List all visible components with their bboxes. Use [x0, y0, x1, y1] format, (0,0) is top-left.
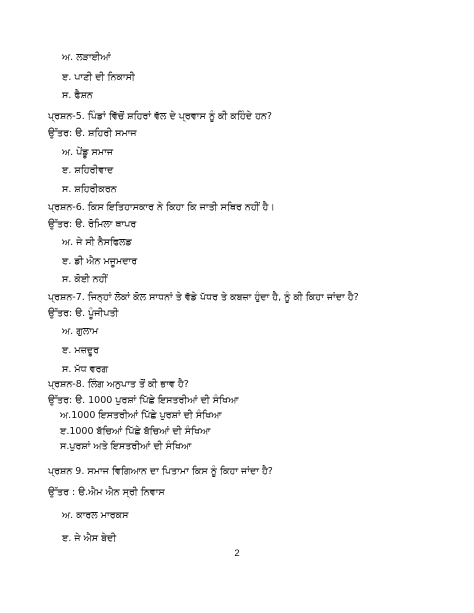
option-line: ਅ.1000 ਇਸਤਰੀਆਂ ਪਿੱਛੇ ਪੁਰਸ਼ਾਂ ਦੀ ਸੰਖਿਆ: [60, 410, 222, 421]
option-line: ਸ. ਫੈਸ਼ਨ: [62, 90, 93, 101]
option-line: ਅ. ਗੁਲਾਮ: [62, 326, 99, 337]
option-line: ੲ.1000 ਬੱਚਿਆਂ ਪਿੱਛੇ ਬੱਚਿਆਂ ਦੀ ਸੰਖਿਆ: [60, 426, 211, 437]
option-line: ਸ. ਸ਼ਹਿਰੀਕਰਨ: [62, 184, 117, 195]
question-6: ਪ੍ਰਸ਼ਨ-6. ਕਿਸ ਇਤਿਹਾਸਕਾਰ ਨੇ ਕਿਹਾ ਕਿ ਜਾਤੀ ਸਥਿਰ ਨਹੀਂ ਹੈ।: [48, 202, 275, 213]
option-line: ਅ. ਜੇ ਸੀ ਨੈਸਫਿਲਡ: [62, 237, 132, 248]
option-line: ਅ. ਕਾਰਲ ਮਾਰਕਸ: [62, 510, 129, 521]
answer-line: ਉੱਤਰ: ੳ. ਰੋਮਿਲਾ ਥਾਪਰ: [48, 219, 137, 230]
option-line: ੲ. ਡੀ ਐਨ ਮਜੂਮਦਾਰ: [62, 256, 138, 267]
option-line: ਅ. ਲੜਾਈਆਂ: [62, 52, 111, 63]
option-line: ੲ. ਸ਼ਹਿਰੀਵਾਦ: [62, 165, 114, 176]
answer-line: ਉੱਤਰ: ੳ. ਪੂੰਜੀਪਤੀ: [48, 308, 119, 319]
option-line: ਸ. ਮੱਧ ਵਰਗ: [62, 364, 109, 375]
answer-line: ਉੱਤਰ: ੳ. 1000 ਪੁਰਸ਼ਾਂ ਪਿੱਛੇ ਇਸਤਰੀਆਂ ਦੀ ਸੰਖਿਆ: [48, 395, 239, 406]
question-9: ਪ੍ਰਸ਼ਨ 9. ਸਮਾਜ ਵਿਗਿਆਨ ਦਾ ਪਿਤਾਮਾ ਕਿਸ ਨੂੰ ਕਿਹਾ ਜਾਂਦਾ ਹੈ?: [48, 466, 273, 477]
question-8: ਪ੍ਰਸ਼ਨ-8. ਲਿੰਗ ਅਨੁਪਾਤ ਤੋਂ ਕੀ ਭਾਵ ਹੈ?: [48, 379, 189, 390]
page-number: 2: [234, 548, 240, 559]
question-5: ਪ੍ਰਸ਼ਨ-5. ਪਿੰਡਾਂ ਵਿੱਚੋਂ ਸ਼ਹਿਰਾਂ ਵੱਲ ਦੇ ਪ੍ਰਵਾਸ ਨੂੰ ਕੀ ਕਹਿੰਦੇ ਹਨ?: [48, 111, 272, 122]
option-line: ਸ.ਪੁਰਸ਼ਾਂ ਅਤੇ ਇਸਤਰੀਆਂ ਦੀ ਸੰਖਿਆ: [60, 441, 192, 452]
option-line: ੲ. ਮਜ਼ਦੂਰ: [62, 345, 99, 356]
answer-line: ਉੱਤਰ : ੳ.ਐਮ ਐਨ ਸ੍ਰੀ ਨਿਵਾਸ: [48, 487, 165, 498]
answer-line: ਉੱਤਰ: ੳ. ਸ਼ਹਿਰੀ ਸਮਾਜ: [48, 128, 137, 139]
option-line: ੲ. ਜੇ ਐਸ ਬੇਦੀ: [62, 533, 117, 544]
question-7: ਪ੍ਰਸ਼ਨ-7. ਜਿਨ੍ਹਾਂ ਲੋਕਾਂ ਕੋਲ ਸਾਧਨਾਂ ਤੇ ਵੱਡੇ ਪੱਧਰ ਤੇ ਕਬਜ਼ਾ ਹੁੰਦਾ ਹੈ, ਨੂੰ ਕੀ ਕਿਹਾ ਜਾਂਦਾ ਹੈ?: [48, 292, 359, 303]
option-line: ੲ. ਪਾਣੀ ਦੀ ਨਿਕਾਸੀ: [62, 72, 135, 83]
option-line: ਸ. ਕੋਈ ਨਹੀਂ: [62, 274, 108, 285]
option-line: ਅ. ਪੇਂਡੂ ਸਮਾਜ: [62, 147, 114, 158]
